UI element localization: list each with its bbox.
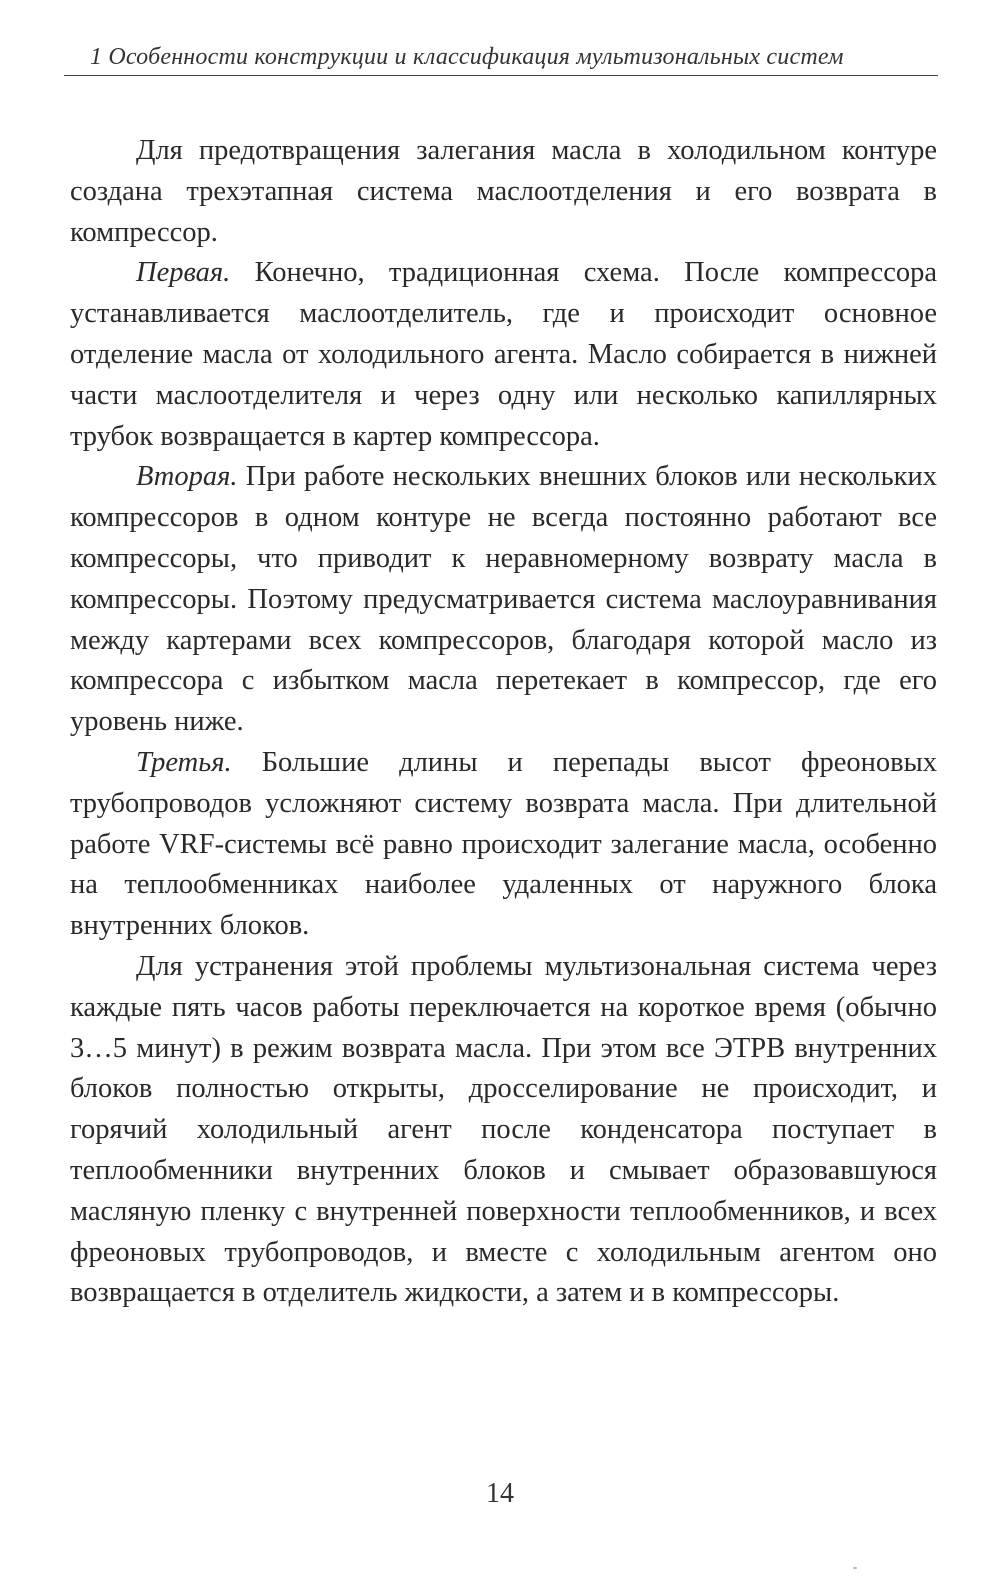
running-header-title: 1 Особенности конструкции и классификация мультизональных систем — [90, 44, 844, 70]
paragraph-1 — [70, 131, 937, 253]
paragraph-2 — [70, 253, 937, 457]
paragraph-lead: Первая. — [136, 257, 231, 289]
paragraph-text: При работе нескольких внешних блоков или нескольких компрессоров в одном контуре не всегда постоянно работают все компрессоры, что приводит к неравномерному возврату масла в компрессоры. Поэтому предусматривается система маслоуравнивания между картерами всех компрессоров, благодаря которой масло из компрессора с избытком масла перетекает в компрессор, где его уровень ниже. — [70, 461, 937, 738]
scan-speck — [853, 1567, 857, 1569]
paragraph-3 — [70, 457, 937, 743]
paragraph-4 — [70, 743, 937, 947]
page-number: 14 — [486, 1478, 514, 1509]
body-text — [70, 131, 937, 1314]
running-header — [64, 40, 938, 76]
paragraph-text: Для устранения этой проблемы мультизональная система через каждые пять часов работы переключается на короткое время (обычно 3…5 минут) в режим возврата масла. При этом все ЭТРВ внутренних блоков полностью открыты, дросселирование не происходит, и горячий холодильный агент после конденсатора поступает в теплообменники внутренних блоков и смывает образовавшуюся масляную пленку с внутренней поверхности теплообменников, и всех фреоновых трубопроводов, и вместе с холодильным агентом оно возвращается в отделитель жидкости, а затем и в компрессоры. — [70, 950, 937, 1309]
paragraph-text: Для предотвращения залегания масла в холодильном контуре создана трехэтапная система маслоотделения и его возврата в компрессор. — [70, 135, 937, 248]
paragraph-text: Конечно, традиционная схема. После компрессора устанавливается маслоотделитель, где и происходит основное отделение масла от холодильного агента. Масло собирается в нижней части маслоотделителя и через одну или несколько капиллярных трубок возвращается в картер компрессора. — [70, 257, 937, 452]
paragraph-text: Большие длины и перепады высот фреоновых трубопроводов усложняют систему возврата масла. При длительной работе VRF-системы всё равно происходит залегание масла, особенно на теплообменниках наиболее удаленных от наружного блока внутренних блоков. — [70, 746, 937, 942]
paragraph-lead: Третья. — [136, 746, 232, 778]
paragraph-lead: Вторая. — [136, 461, 238, 493]
paragraph-5 — [70, 947, 937, 1314]
